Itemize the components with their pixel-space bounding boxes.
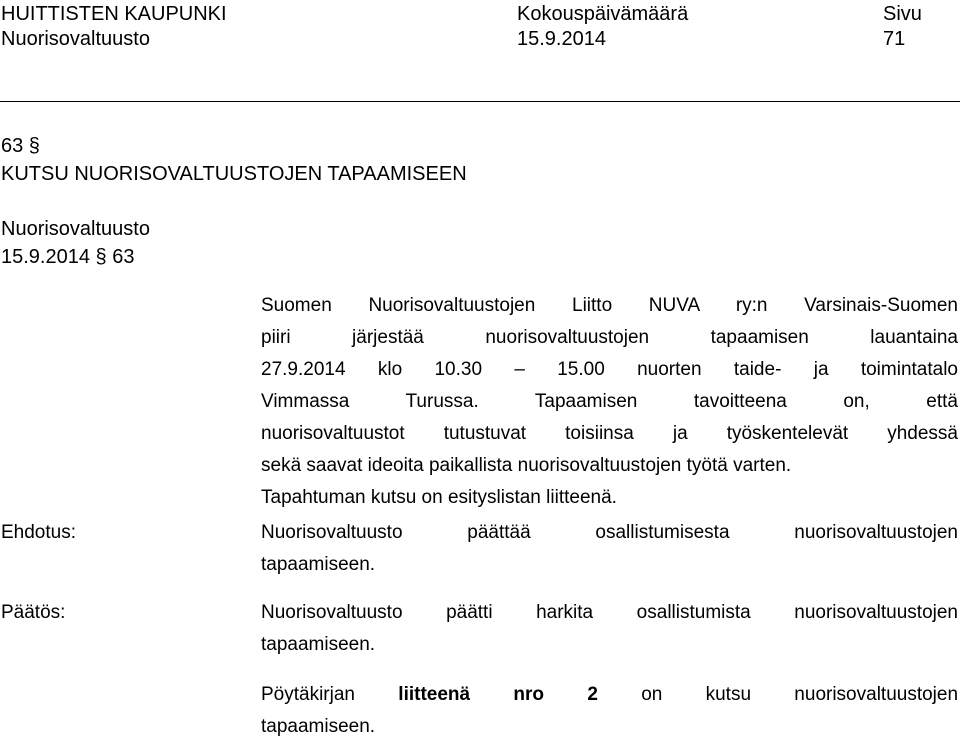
attachment-line-2: tapaamiseen. (261, 716, 376, 737)
body-line: nuorisovaltuustot tutustuvat toisiinsa ja työskentelevät yhdessä (261, 423, 958, 444)
page-number: 71 (883, 28, 906, 50)
section-title: KUTSU NUORISOVALTUUSTOJEN TAPAAMISEEN (1, 163, 467, 185)
page-label: Sivu (883, 3, 922, 25)
body-name: Nuorisovaltuusto (1, 28, 150, 50)
proposal-line: tapaamiseen. (261, 554, 376, 575)
proposal-text (261, 517, 958, 581)
section-ref-body: Nuorisovaltuusto (1, 218, 150, 240)
decision-line: tapaamiseen. (261, 634, 376, 655)
body-line: piiri järjestää nuorisovaltuustojen tapaamisen lauantaina (261, 327, 958, 348)
attachment-post: on kutsu nuorisovaltuustojen (641, 684, 959, 705)
decision-label: Päätös: (1, 602, 66, 623)
attachment-bold-1: liitteenä (398, 684, 471, 705)
header-divider (0, 101, 960, 102)
attachment-bold-2: nro (513, 684, 545, 705)
meeting-date: 15.9.2014 (517, 28, 606, 50)
meeting-date-label: Kokouspäivämäärä (517, 3, 689, 25)
section-number: 63 § (1, 135, 40, 157)
decision-line: Nuorisovaltuusto päätti harkita osallistumista nuorisovaltuustojen (261, 602, 958, 623)
body-line: 27.9.2014 klo 10.30 – 15.00 nuorten taide- ja toimintatalo (261, 359, 958, 380)
attachment-pre: Pöytäkirjan (261, 684, 355, 705)
proposal-label: Ehdotus: (1, 522, 76, 543)
body-line: Tapahtuman kutsu on esityslistan liitteenä. (261, 487, 617, 508)
body-line: Suomen Nuorisovaltuustojen Liitto NUVA ry:n Varsinais-Suomen (261, 295, 958, 316)
attachment-bold-3: 2 (587, 684, 598, 705)
decision-text (261, 597, 958, 661)
proposal-line: Nuorisovaltuusto päättää osallistumisesta nuorisovaltuustojen (261, 522, 958, 543)
body-line: sekä saavat ideoita paikallista nuorisovaltuustojen työtä varten. (261, 455, 792, 476)
attachment-line (261, 679, 958, 711)
attachment-note (261, 679, 958, 743)
body-line: Vimmassa Turussa. Tapaamisen tavoitteena on, että (261, 391, 958, 412)
body-paragraph (261, 290, 958, 514)
section-ref-date: 15.9.2014 § 63 (1, 246, 135, 268)
org-name: HUITTISTEN KAUPUNKI (1, 3, 227, 25)
